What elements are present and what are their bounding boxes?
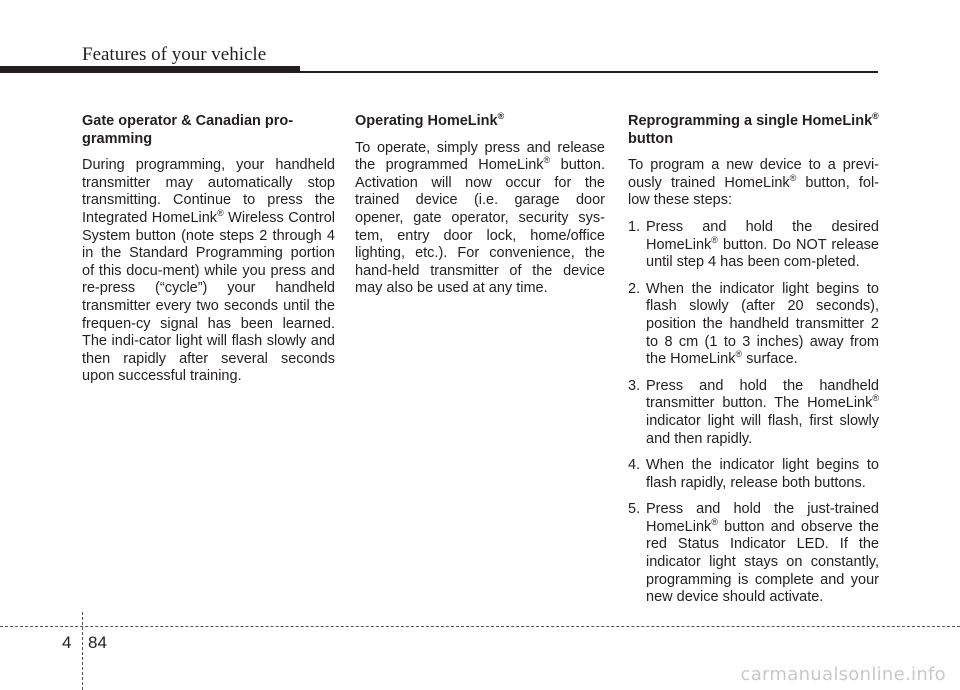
registered-mark: ® xyxy=(711,234,718,245)
text-run: Press and hold the desired HomeLink xyxy=(646,218,879,253)
list-item xyxy=(628,281,879,369)
footer-rule xyxy=(0,626,960,627)
step-number: 4. xyxy=(628,457,641,474)
heading-operating xyxy=(355,113,605,131)
registered-mark: ® xyxy=(872,393,879,404)
steps-list xyxy=(628,219,879,607)
list-item xyxy=(628,219,879,272)
text-run: indicator light will flash, first slowly and then rapidly. xyxy=(646,412,879,447)
heading-text: Operating HomeLink xyxy=(355,113,498,129)
text-run: Wireless Control System button (note steps 2 through 4 in the Standard Programming portion of this docu-ment) while you press and re-press (“cycle”) your handheld transmitter every two seconds until the frequen-cy signal has been learned. The indi-cator light will flash slowly and then rapidly after several seconds upon successful training. xyxy=(82,209,335,385)
text-run: During programming, your handheld transmitter may automatically stop transmitting. Continue to press the Integrated HomeLink xyxy=(82,157,335,226)
step-number: 5. xyxy=(628,501,641,518)
registered-mark: ® xyxy=(789,172,797,183)
column-operating xyxy=(355,113,605,298)
text-run: To program a new device to a previ-ously trained HomeLink xyxy=(628,157,879,191)
heading-reprogramming xyxy=(628,113,879,148)
text-run: button. Activation will now occur for the trained device (i.e. garage door opener, gate operator, security sys-tem, entry door lock, home/office lighting, etc.). For convenience, the hand-held transmitter of the device may also be used at any time. xyxy=(355,157,605,297)
footer-divider xyxy=(82,612,83,690)
paragraph-reprogramming-intro xyxy=(628,157,879,210)
text-run: button and observe the red Status Indicator LED. If the indicator light stays on constantly, programming is complete and your new device should activate. xyxy=(646,518,879,606)
list-item xyxy=(628,457,879,492)
page-number: 84 xyxy=(88,633,107,652)
step-number: 3. xyxy=(628,377,641,394)
text-run: button. Do NOT release until step 4 has been com-pleted. xyxy=(646,236,879,271)
heading-text: button xyxy=(628,130,674,147)
list-item xyxy=(628,501,879,607)
text-run: surface. xyxy=(742,351,798,368)
text-run: button, fol-low these steps: xyxy=(628,174,879,209)
column-gate-operator xyxy=(82,113,335,386)
watermark: carmanualsonline.info xyxy=(740,664,946,685)
heading-gate-operator: Gate operator & Canadian pro-gramming xyxy=(82,113,294,147)
list-item xyxy=(628,378,879,448)
text-run: Press and hold the just-trained HomeLink xyxy=(646,501,879,535)
column-reprogramming xyxy=(628,113,879,616)
registered-mark: ® xyxy=(711,516,718,527)
page-header-title: Features of your vehicle xyxy=(82,44,267,65)
paragraph-gate-operator xyxy=(82,157,335,386)
paragraph-operating xyxy=(355,140,605,298)
registered-mark: ® xyxy=(217,207,224,218)
header-rule xyxy=(300,71,878,73)
step-number: 2. xyxy=(628,280,641,297)
registered-mark: ® xyxy=(872,111,879,121)
step-number: 1. xyxy=(628,218,641,235)
header-bar xyxy=(0,66,300,73)
heading-text: Reprogramming a single HomeLink xyxy=(628,113,873,129)
registered-mark: ® xyxy=(497,111,505,121)
text-run: To operate, simply press and release the programmed HomeLink xyxy=(355,139,605,174)
text-run: Press and hold the handheld transmitter button. The HomeLink xyxy=(646,377,879,412)
text-run: When the indicator light begins to flash rapidly, release both buttons. xyxy=(646,457,879,491)
text-run: When the indicator light begins to flash slowly (after 20 seconds), position the handheld transmitter 2 to 8 cm (1 to 3 inches) away from the HomeLink xyxy=(646,280,879,368)
registered-mark: ® xyxy=(543,155,551,166)
section-number: 4 xyxy=(62,633,72,652)
registered-mark: ® xyxy=(735,349,743,360)
